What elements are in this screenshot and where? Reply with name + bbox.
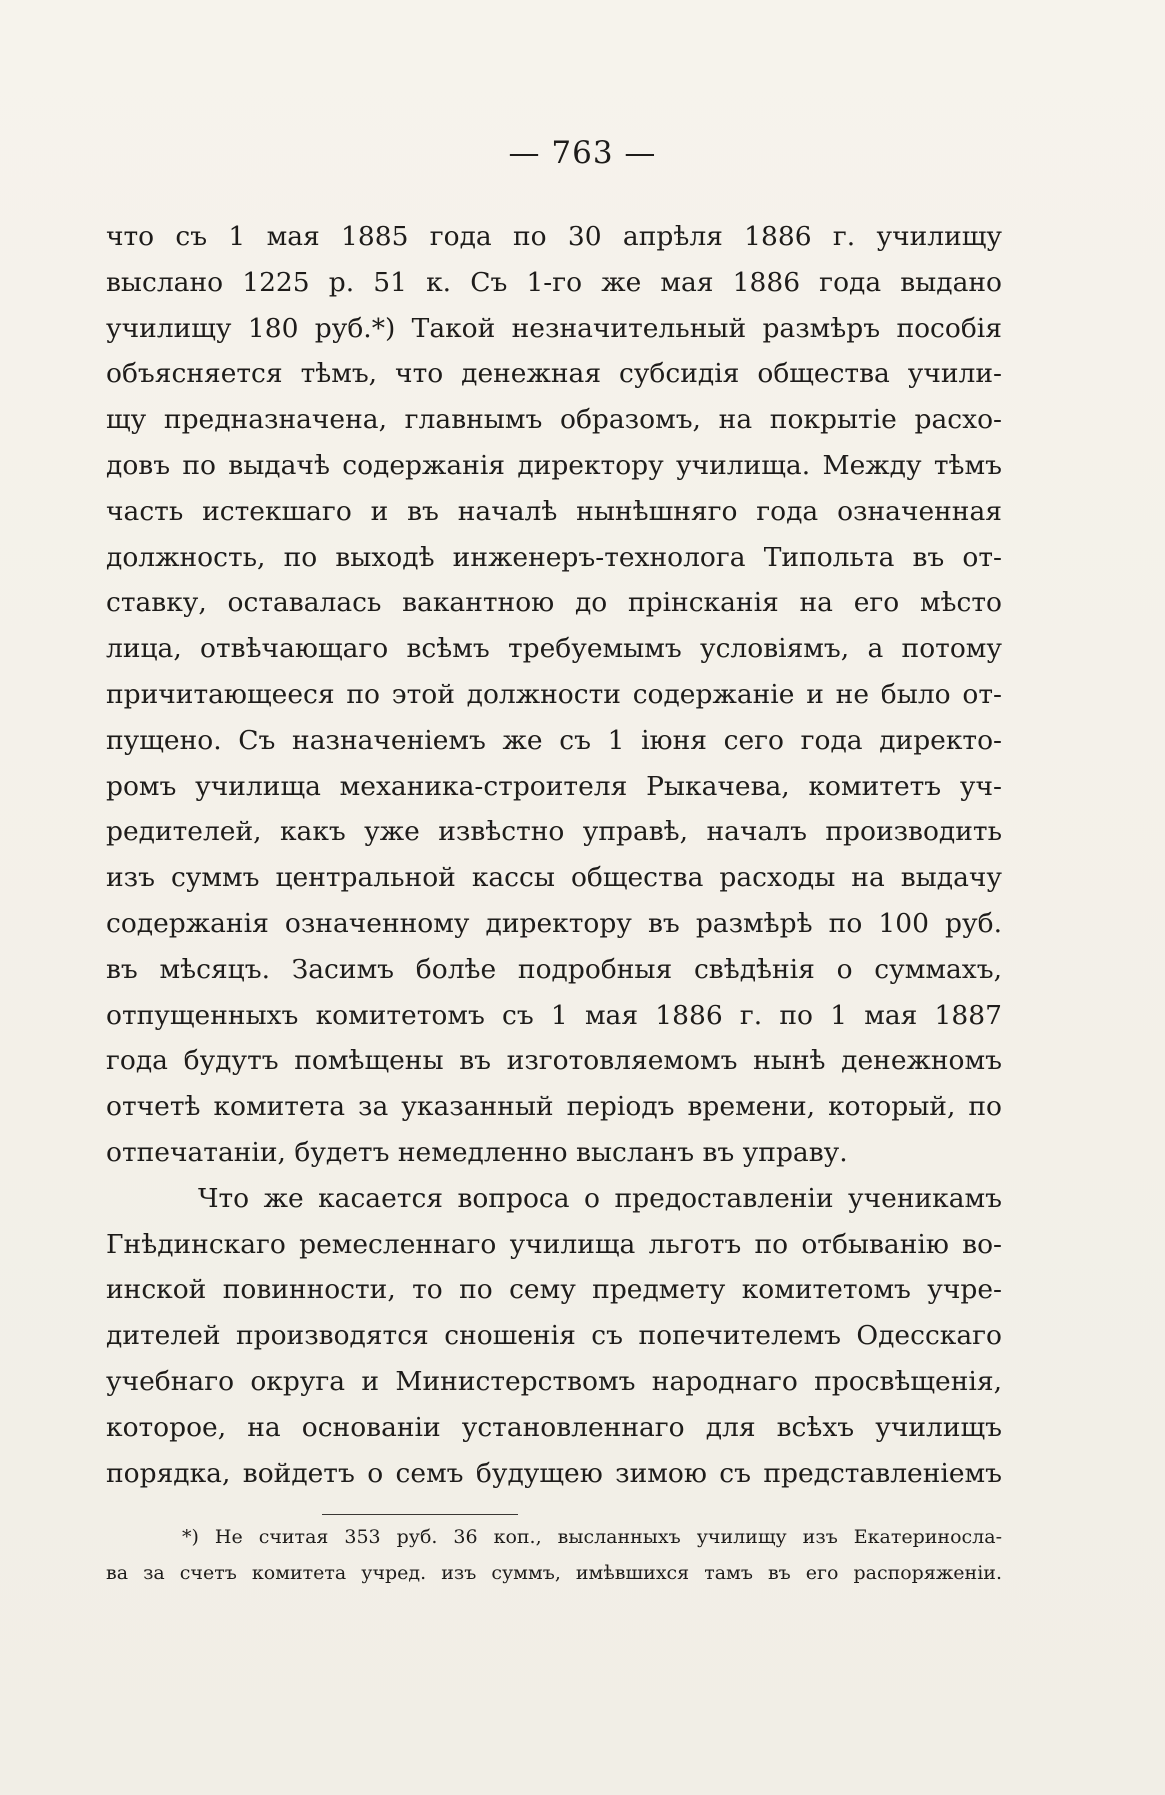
text-line: которое, на основаніи установленнаго для всѣхъ училищъ [106,1411,1002,1443]
footnote-line: *) Не считая 353 руб. 36 коп., высланныхъ училищу изъ Екатериносла- [182,1526,1002,1548]
text-line: ромъ училища механика-строителя Рыкачева, комитетъ уч- [106,770,1002,802]
paragraph-start-line: Что же касается вопроса о предоставленіи ученикамъ [198,1182,1002,1214]
footnote-line: ва за счетъ комитета учред. изъ суммъ, имѣвшихся тамъ въ его распоряженіи. [106,1562,1002,1584]
text-line: отчетѣ комитета за указанный періодъ времени, который, по [106,1091,1002,1123]
text-line: довъ по выдачѣ содержанія директору училища. Между тѣмъ [106,449,1002,481]
page-number: — 763 — [508,135,657,171]
text-line: училищу 180 руб.*) Такой незначительный размѣръ пособія [106,312,1002,344]
text-line: учебнаго округа и Министерствомъ народнаго просвѣщенія, [106,1365,1002,1397]
text-line: дителей производятся сношенія съ попечителемъ Одесскаго [106,1320,1002,1352]
text-line: инской повинности, то по сему предмету комитетомъ учре- [106,1274,1002,1306]
text-line: въ мѣсяцъ. Засимъ болѣе подробныя свѣдѣнія о суммахъ, [106,953,1002,985]
text-line: что съ 1 мая 1885 года по 30 апрѣля 1886 г. училищу [106,221,1002,252]
footnote [106,1519,1002,1591]
text-line: Гнѣдинскаго ремесленнаго училища льготъ по отбыванію во- [106,1228,1002,1260]
text-line: лица, отвѣчающаго всѣмъ требуемымъ условіямъ, а потому [106,633,1002,665]
text-line: пущено. Съ назначеніемъ же съ 1 іюня сего года директо- [106,724,1002,756]
text-line: часть истекшаго и въ началѣ нынѣшняго года означенная [106,495,1002,527]
text-line: ставку, оставалась вакантною до прінсканія на его мѣсто [106,587,1002,619]
text-line: изъ суммъ центральной кассы общества расходы на выдачу [106,862,1002,894]
body-text [106,214,1002,1496]
text-line: отпечатаніи, будетъ немедленно высланъ въ управу. [106,1136,848,1168]
text-line: щу предназначена, главнымъ образомъ, на покрытіе расхо- [106,404,1002,436]
footnote-divider [322,1514,518,1515]
text-line: должность, по выходѣ инженеръ-технолога Типольта въ от- [106,541,1002,573]
text-line: редителей, какъ уже извѣстно управѣ, началъ производить [106,816,1002,848]
text-line: содержанія означенному директору въ размѣрѣ по 100 руб. [106,907,1002,939]
text-line: причитающееся по этой должности содержаніе и не было от- [106,678,1002,710]
text-line: выслано 1225 р. 51 к. Съ 1-го же мая 1886 года выдано [106,266,1002,298]
text-line: отпущенныхъ комитетомъ съ 1 мая 1886 г. по 1 мая 1887 [106,999,1002,1031]
text-line: порядка, войдетъ о семъ будущею зимою съ представленіемъ [106,1457,1002,1489]
text-line: года будутъ помѣщены въ изготовляемомъ нынѣ денежномъ [106,1045,1002,1077]
text-line: объясняется тѣмъ, что денежная субсидія общества учили- [106,358,1002,390]
